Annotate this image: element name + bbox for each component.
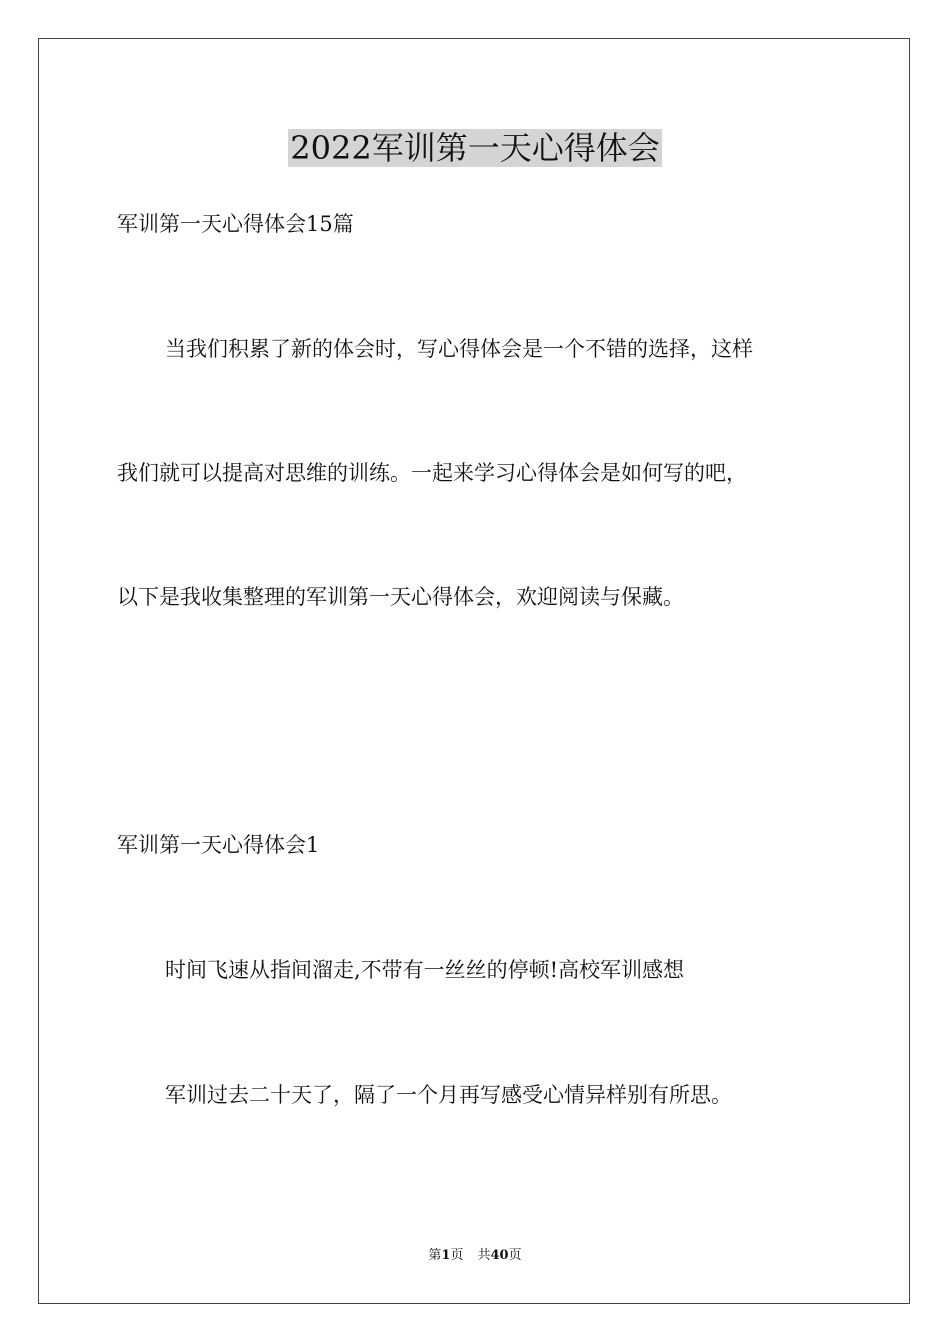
footer-total-prefix: 共: [477, 1248, 491, 1263]
intro-line-1: 当我们积累了新的体会时，写心得体会是一个不错的选择，这样: [165, 337, 753, 361]
section-1-line-2: 军训过去二十天了，隔了一个月再写感受心情异样别有所思。: [165, 1083, 732, 1107]
section-1-heading: 军训第一天心得体会1: [117, 833, 320, 857]
footer-current-page: 1: [441, 1248, 451, 1263]
footer-page-suffix: 页: [450, 1248, 464, 1263]
footer-total-suffix: 页: [508, 1248, 522, 1263]
document-subtitle: 军训第一天心得体会15篇: [117, 212, 354, 236]
document-title-text: 2022军训第一天心得体会: [290, 129, 660, 167]
document-title: [0, 126, 950, 170]
footer-total-pages: 40: [490, 1248, 509, 1263]
intro-line-3: 以下是我收集整理的军训第一天心得体会，欢迎阅读与保藏。: [117, 585, 684, 609]
section-1-line-1: 时间飞速从指间溜走,不带有一丝丝的停顿!高校军训感想: [165, 958, 685, 982]
footer-page-prefix: 第: [428, 1248, 442, 1263]
intro-line-2: 我们就可以提高对思维的训练。一起来学习心得体会是如何写的吧，: [117, 461, 747, 485]
page-footer: [0, 1247, 950, 1265]
